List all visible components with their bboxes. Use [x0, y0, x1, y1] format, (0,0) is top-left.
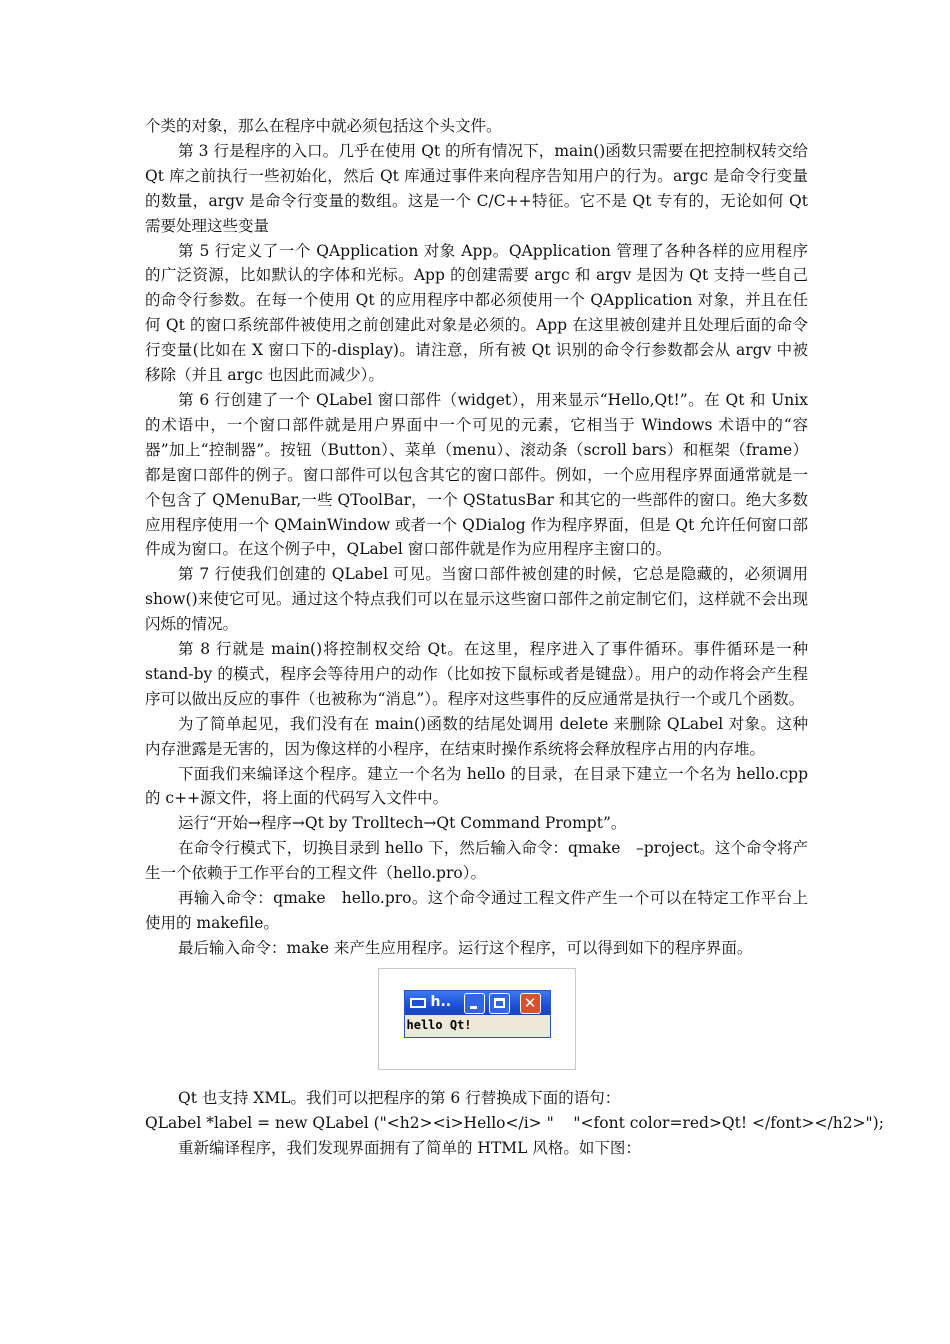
- window-title: h..: [430, 993, 452, 1010]
- qt-window: [404, 990, 551, 1038]
- xml-paragraph: Qt 也支持 XML。我们可以把程序的第 6 行替换成下面的语句：: [178, 1088, 621, 1107]
- qt-window-screenshot: [378, 968, 576, 1070]
- paragraph-5: 第 8 行就是 main()将控制权交给 Qt。在这里，程序进入了事件循环。事件循环是一种 stand-by 的模式，程序会等待用户的动作（比如按下鼠标或者是键盘）。用户的动作将会产生程序可以做出反应的事件（也被称为“消息”）。程序对这些事件的反应通常是执行一个或几个函数。: [145, 640, 808, 708]
- window-titlebar[interactable]: [405, 991, 550, 1015]
- window-icon: [410, 998, 426, 1008]
- paragraph-10: 再输入命令：qmake hello.pro。这个命令通过工程文件产生一个可以在特定工作平台上使用的 makefile。: [145, 889, 808, 932]
- minimize-icon: [470, 1006, 477, 1009]
- minimize-button[interactable]: [464, 993, 485, 1014]
- maximize-icon: [494, 998, 505, 1008]
- maximize-button[interactable]: [489, 993, 510, 1014]
- paragraph-9: 在命令行模式下，切换目录到 hello 下，然后输入命令：qmake –project。这个命令将产生一个依赖于工作平台的工程文件（hello.pro）。: [145, 839, 808, 883]
- paragraph-4: 第 7 行使我们创建的 QLabel 可见。当窗口部件被创建的时候，它总是隐藏的，必须调用 show()来使它可见。通过这个特点我们可以在显示这些窗口部件之前定制它们，这样就不会出现闪烁的情况。: [145, 565, 808, 634]
- code-line: QLabel *label = new QLabel ("<h2><i>Hello</i> " "<font color=red>Qt! </font></h2>");: [145, 1113, 884, 1132]
- paragraph-8: 运行“开始→程序→Qt by Trolltech→Qt Command Prompt”。: [178, 814, 627, 833]
- paragraph-6: 为了简单起见，我们没有在 main()函数的结尾处调用 delete 来删除 QLabel 对象。这种内存泄露是无害的，因为像这样的小程序，在结束时操作系统将会释放程序占用的内存堆。: [145, 714, 808, 758]
- paragraph-0: 个类的对象，那么在程序中就必须包括这个头文件。: [145, 117, 502, 135]
- paragraph-11: 最后输入命令：make 来产生应用程序。运行这个程序，可以得到如下的程序界面。: [178, 938, 753, 957]
- close-button[interactable]: [520, 993, 541, 1014]
- close-icon: ✕: [523, 993, 537, 1012]
- paragraph-7: 下面我们来编译这个程序。建立一个名为 hello 的目录，在目录下建立一个名为 hello.cpp 的 c++源文件，将上面的代码写入文件中。: [145, 764, 808, 808]
- paragraph-3: 第 6 行创建了一个 QLabel 窗口部件（widget），用来显示“Hello,Qt!”。在 Qt 和 Unix 的术语中，一个窗口部件就是用户界面中一个可见的元素，它相当于 Windows 术语中的“容器”加上“控制器”。按钮（Button）、菜单（menu）、滚动条（scroll bars）和框架（frame）都是窗口部件的例子。窗口部件可以包含其它的窗口部件。例如，一个应用程序界面通常就是一个包含了 QMenuBar,一些 QToolBar，一个 QStatusBar 和其它的一些部件的窗口。绝大多数应用程序使用一个 QMainWindow 或者一个 QDialog 作为程序界面，但是 Qt 允许任何窗口部件成为窗口。在这个例子中，QLabel 窗口部件就是作为应用程序主窗口的。: [145, 390, 808, 559]
- recompile-paragraph: 重新编译程序，我们发现界面拥有了简单的 HTML 风格。如下图：: [178, 1138, 641, 1157]
- paragraph-1: 第 3 行是程序的入口。几乎在使用 Qt 的所有情况下，main()函数只需要在把控制权转交给 Qt 库之前执行一些初始化，然后 Qt 库通过事件来向程序告知用户的行为。argc 是命令行变量的数量，argv 是命令行变量的数组。这是一个 C/C++特征。它不是 Qt 专有的，无论如何 Qt 需要处理这些变量: [145, 141, 808, 235]
- document-page: [145, 114, 884, 1161]
- hello-label: hello Qt!: [406, 1017, 472, 1032]
- paragraph-2: 第 5 行定义了一个 QApplication 对象 App。QApplication 管理了各种各样的应用程序的广泛资源，比如默认的字体和光标。App 的创建需要 argc 和 argv 是因为 Qt 支持一些自己的命令行参数。在每一个使用 Qt 的应用程序中都必须使用一个 QApplication 对象，并且在任何 Qt 的窗口系统部件被使用之前创建此对象是必须的。App 在这里被创建并且处理后面的命令行变量(比如在 X 窗口下的-display)。请注意，所有被 Qt 识别的命令行参数都会从 argv 中被移除（并且 argc 也因此而减少）。: [145, 241, 808, 385]
